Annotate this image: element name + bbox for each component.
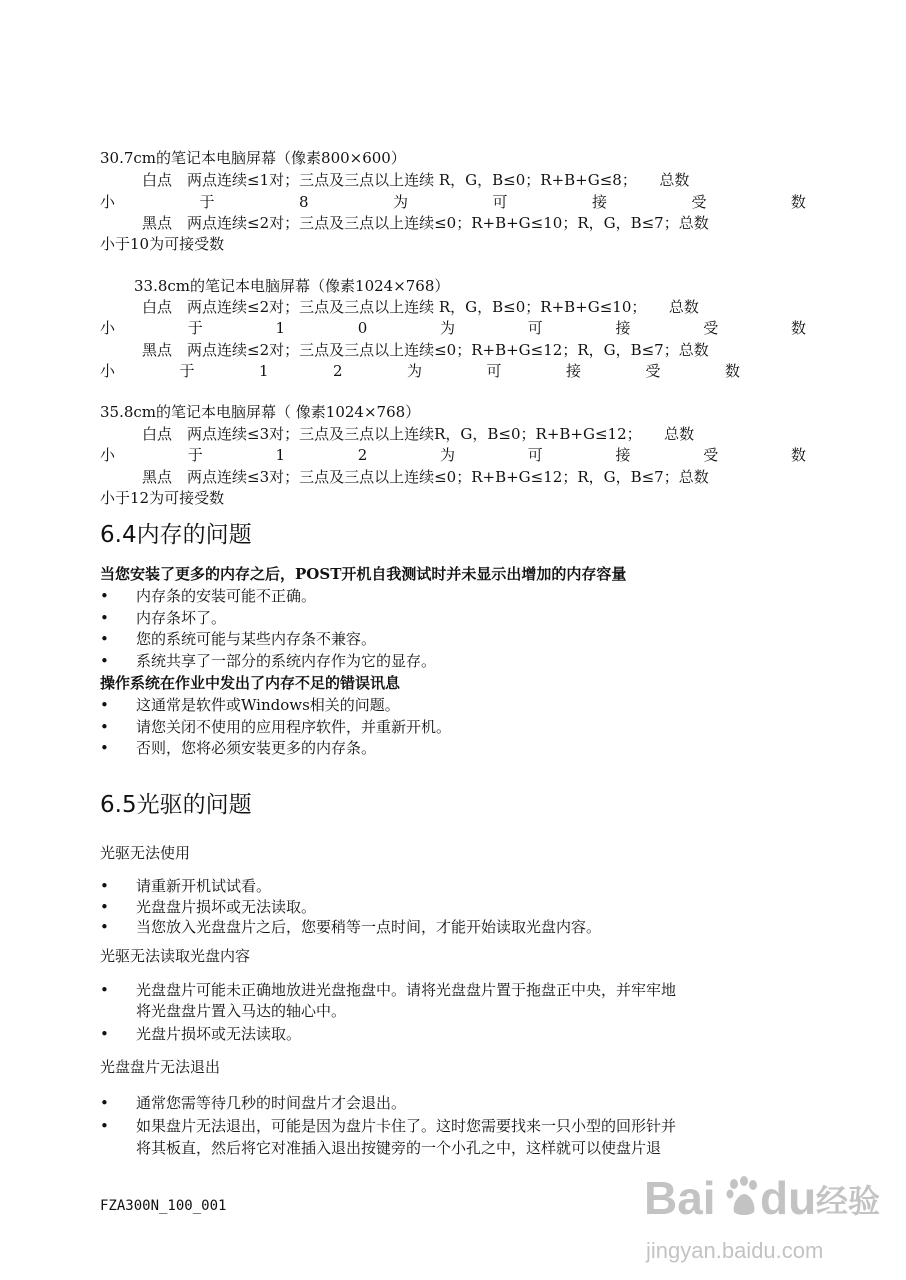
s2-white-line2: 小 于 1 0 为 可 接 受 数 [100, 319, 806, 337]
s2-black-line1: 黑点 两点连续≤2对；三点及三点以上连续≤0；R+B+G≤12；R，G，B≤7；总数 [142, 341, 709, 359]
s3-black-line1: 黑点 两点连续≤3对；三点及三点以上连续≤0；R+B+G≤12；R，G，B≤7；总数 [142, 468, 709, 486]
baidu-watermark [640, 1158, 880, 1268]
s1-title: 30.7cm的笔记本电脑屏幕（像素800×600） [100, 149, 406, 167]
optical-heading: 6.5光驱的问题 [100, 792, 252, 818]
svg-text:jingyan.baidu.com: jingyan.baidu.com [646, 1238, 824, 1263]
s1-white-line1: 白点 两点连续≤1对；三点及三点以上连续 R，G，B≤0；R+B+G≤8； 总数 [142, 171, 690, 189]
s3-title: 35.8cm的笔记本电脑屏幕（ 像素1024×768） [100, 403, 421, 421]
s1-white-line2: 小 于 8 为 可 接 受 数 [100, 193, 806, 211]
svg-text:经验: 经验 [816, 1182, 880, 1220]
memory-heading: 6.4内存的问题 [100, 522, 252, 548]
s2-white-line1: 白点 两点连续≤2对；三点及三点以上连续 R，G，B≤0；R+B+G≤10； 总数 [142, 298, 699, 316]
s2-black-line2: 小 于 1 2 为 可 接 受 数 [100, 362, 740, 380]
s1-black-line1: 黑点 两点连续≤2对；三点及三点以上连续≤0；R+B+G≤10；R，G，B≤7；总数 [142, 214, 709, 232]
optical-sub3: 光盘盘片无法退出 [100, 1058, 221, 1076]
s3-white-line2: 小 于 1 2 为 可 接 受 数 [100, 446, 806, 464]
s1-black-line2: 小于10为可接受数 [100, 235, 225, 253]
s3-black-line2: 小于12为可接受数 [100, 489, 225, 507]
memory-sub1: 当您安装了更多的内存之后，POST开机自我测试时并未显示出增加的内存容量 [100, 565, 627, 583]
svg-text:du: du [760, 1172, 817, 1224]
s3-white-line1: 白点 两点连续≤3对；三点及三点以上连续R，G，B≤0；R+B+G≤12； 总数 [142, 425, 695, 443]
s2-title: 33.8cm的笔记本电脑屏幕（像素1024×768） [134, 277, 450, 295]
optical-sub2: 光驱无法读取光盘内容 [100, 947, 251, 965]
optical-sub1: 光驱无法使用 [100, 844, 191, 862]
svg-text:Bai: Bai [644, 1172, 716, 1224]
document-page: 30.7cm的笔记本电脑屏幕（像素800×600） 白点 两点连续≤1对；三点及三点以上连续 R，G，B≤0；R+B+G≤8； 总数 小 于 8 为 可 接 受 数 黑点 两点连续≤2对；三点及三点以上连续≤0；R+B+G≤10；R，G，B≤7；总数 小于10为可接受数 33.8cm的笔记本电脑屏幕（像素1024×768） 白点 两点连续≤2对；三点及三点以上连续 R，G，B≤0；R+B+G≤10； 总数 小 于 1 0 为 可 接 受 数 黑点 两点连续≤2对；三点及三点以上连续≤0；R+B+G≤12；R，G，B≤7；总数 小 于 1 2 为 可 接 受 数 35.8cm的笔记本电脑屏幕（ 像素1024×768） 白点 两点连续≤3对；三点及三点以上连续R，G，B≤0；R+B+G≤12； 总数 小 于 1 2 为 可 接 受 数 黑点 两点连续≤3对；三点及三点以上连续≤0；R+B+G≤12；R，G，B≤7；总数 小于12为可接受数 6.4内存的问题 当您安装了更多的内存之后，POST开机自我测试时并未显示出增加的内存容量 • 内存条的安装可能不正确。 • 内存条坏了。 • 您的系统可能与某些内存条不兼容。 • 系统共享了一部分的系统内存作为它的显存。 操作系统在作业中发出了内存不足的错误讯息 • 这通常是软件或Windows相关的问题。 • 请您关闭不使用的应用程序软件，并重新开机。 • 否则，您将必须安装更多的内存条。 6.5光驱的问题 光驱无法使用 • 请重新开机试试看。 • 光盘盘片损坏或无法读取。 • 当您放入光盘盘片之后，您要稍等一点时间，才能开始读取光盘内容。 光驱无法读取光盘内容 • 光盘盘片可能未正确地放进光盘拖盘中。请将光盘盘片置于拖盘正中央，并牢牢地 将光盘盘片置入马达的轴心中。 • 光盘片损坏或无法读取。 光盘盘片无法退出 • 通常您需等待几秒的时间盘片才会退出。 • 如果盘片无法退出，可能是因为盘片卡住了。这时您需要找来一只小型的回形针并 将其板直，然后将它对准插入退出按键旁的一个小孔之中，这样就可以使盘片退 FZA300N_100_001 Bai du 经验 jingyan.baidu.com [0, 0, 906, 1280]
memory-sub2: 操作系统在作业中发出了内存不足的错误讯息 [100, 674, 401, 692]
document-footer-code: FZA300N_100_001 [100, 1198, 227, 1214]
baidu-paw-logo-icon [640, 1158, 880, 1268]
